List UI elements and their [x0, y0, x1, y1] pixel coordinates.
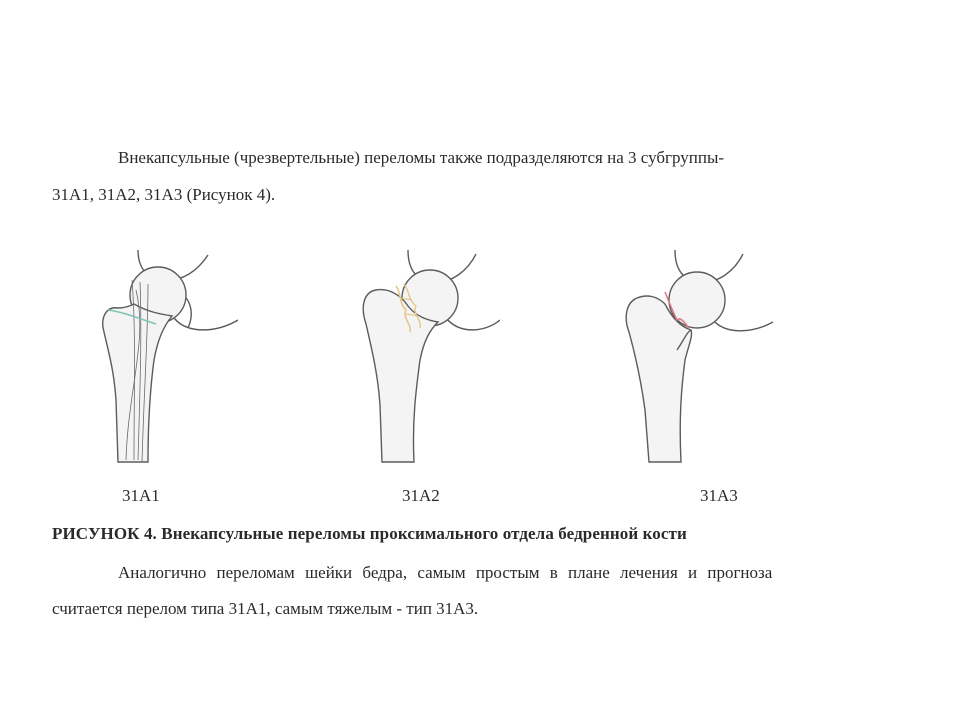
figure-caption: РИСУНОК 4. Внекапсульные переломы проксимального отдела бедренной кости [52, 524, 687, 543]
conclusion-text-line-2: считается перелом типа 31A1, самым тяжелым - тип 31A3. [52, 599, 479, 618]
intro-text-line-1: Внекапсульные (чрезвертельные) переломы также подразделяются на 3 субгруппы- [118, 148, 725, 167]
conclusion-text-line-1: Аналогично переломам шейки бедра, самым простым в плане лечения и прогноза [118, 563, 773, 582]
figure-31a1 [88, 240, 238, 470]
femur-31a2-illustration [350, 240, 500, 470]
figure-label-31a2: 31A2 [402, 486, 440, 505]
figure-31a3 [615, 240, 775, 470]
intro-text-line-2: 31A1, 31A2, 31A3 (Рисунок 4). [52, 185, 276, 204]
femur-31a3-illustration [615, 240, 775, 470]
figure-label-31a1: 31A1 [122, 486, 160, 505]
figure-31a2 [350, 240, 500, 470]
figure-label-31a3: 31A3 [700, 486, 738, 505]
femur-31a1-illustration [88, 240, 238, 470]
